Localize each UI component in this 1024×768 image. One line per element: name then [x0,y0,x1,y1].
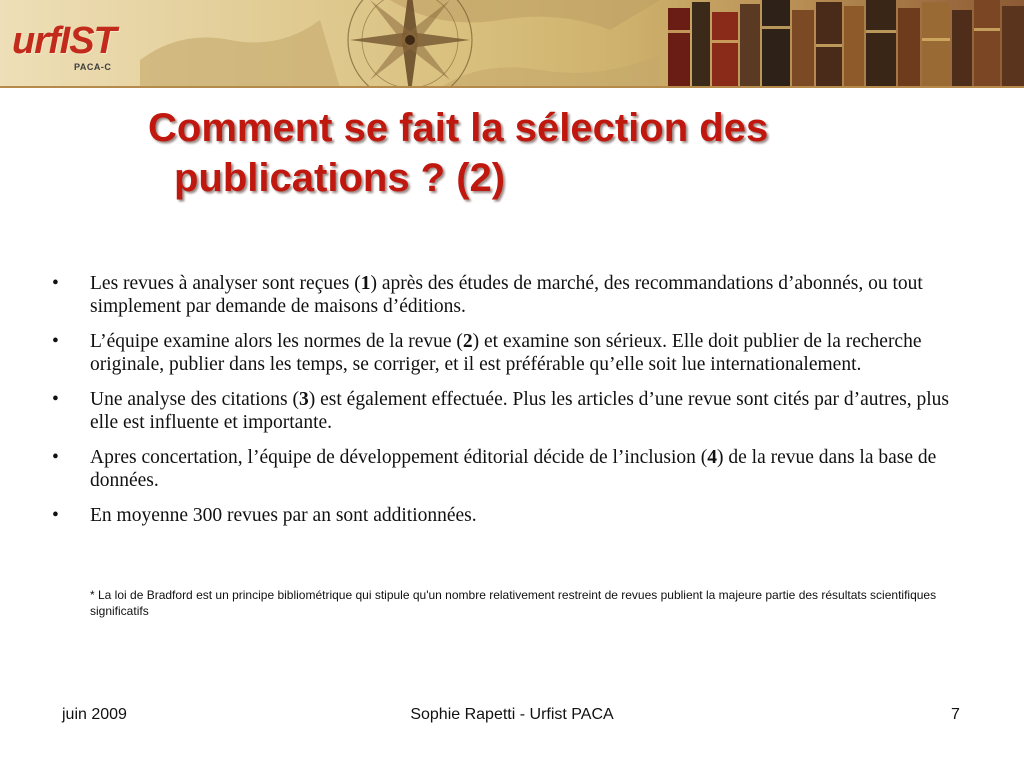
bullet-mark: • [52,505,59,526]
header-banner [0,0,1024,88]
bullet-item [52,504,972,527]
bullet-item [52,446,972,492]
books-illustration [668,0,1024,88]
bullet-mark: • [52,447,59,468]
bullet-item [52,388,972,434]
bullet-list [52,272,972,539]
footnote: * La loi de Bradford est un principe bibliométrique qui stipule qu'un nombre relativement restreint de revues publient la majeure partie des résultats scientifiques significatifs [90,588,937,618]
bullet-item [52,272,972,318]
bullet-mark: • [52,389,59,410]
slide-title-line-2: publications ? (2) [174,156,506,200]
bullet-text: L’équipe examine alors les normes de la revue ( [90,331,463,352]
footer-author: Sophie Rapetti - Urfist PACA [410,706,614,723]
bullet-text: Une analyse des citations ( [90,389,300,410]
step-number: 4 [707,447,718,468]
bullet-text: ) est également effectuée. Plus les articles d’une revue sont cités par d’autres, plus elle est influente et importante. [90,389,949,433]
bullet-item [52,330,972,376]
bullet-text: Apres concertation, l’équipe de développement éditorial décide de l’inclusion ( [90,447,708,468]
bullet-text: ) de la revue dans la base de données. [90,447,937,491]
bullet-mark: • [52,331,59,352]
slide-title-line-1: Comment se fait la sélection des [148,106,769,150]
page-number: 7 [951,706,960,723]
logo-subtitle: PACA-C [74,62,112,72]
step-number: 2 [462,331,473,352]
logo-wordmark: urfIST [12,20,116,62]
step-number: 3 [299,389,309,410]
map-compass-illustration [140,0,660,88]
bullet-mark: • [52,273,59,294]
slide-title [148,103,888,203]
bullet-text: En moyenne 300 revues par an sont additionnées. [90,505,477,526]
step-number: 1 [360,273,371,294]
footer-date: juin 2009 [62,706,127,723]
bullet-text: ) et examine son sérieux. Elle doit publier de la recherche originale, publier dans les temps, se corriger, et il est préférable qu’elle soit lue internationalement. [90,331,922,375]
bullet-text: ) après des études de marché, des recommandations d’abonnés, ou tout simplement par demande de maisons d’éditions. [90,273,923,317]
bullet-text: Les revues à analyser sont reçues ( [90,273,361,294]
urfist-logo [8,10,132,76]
banner-divider [0,86,1024,88]
